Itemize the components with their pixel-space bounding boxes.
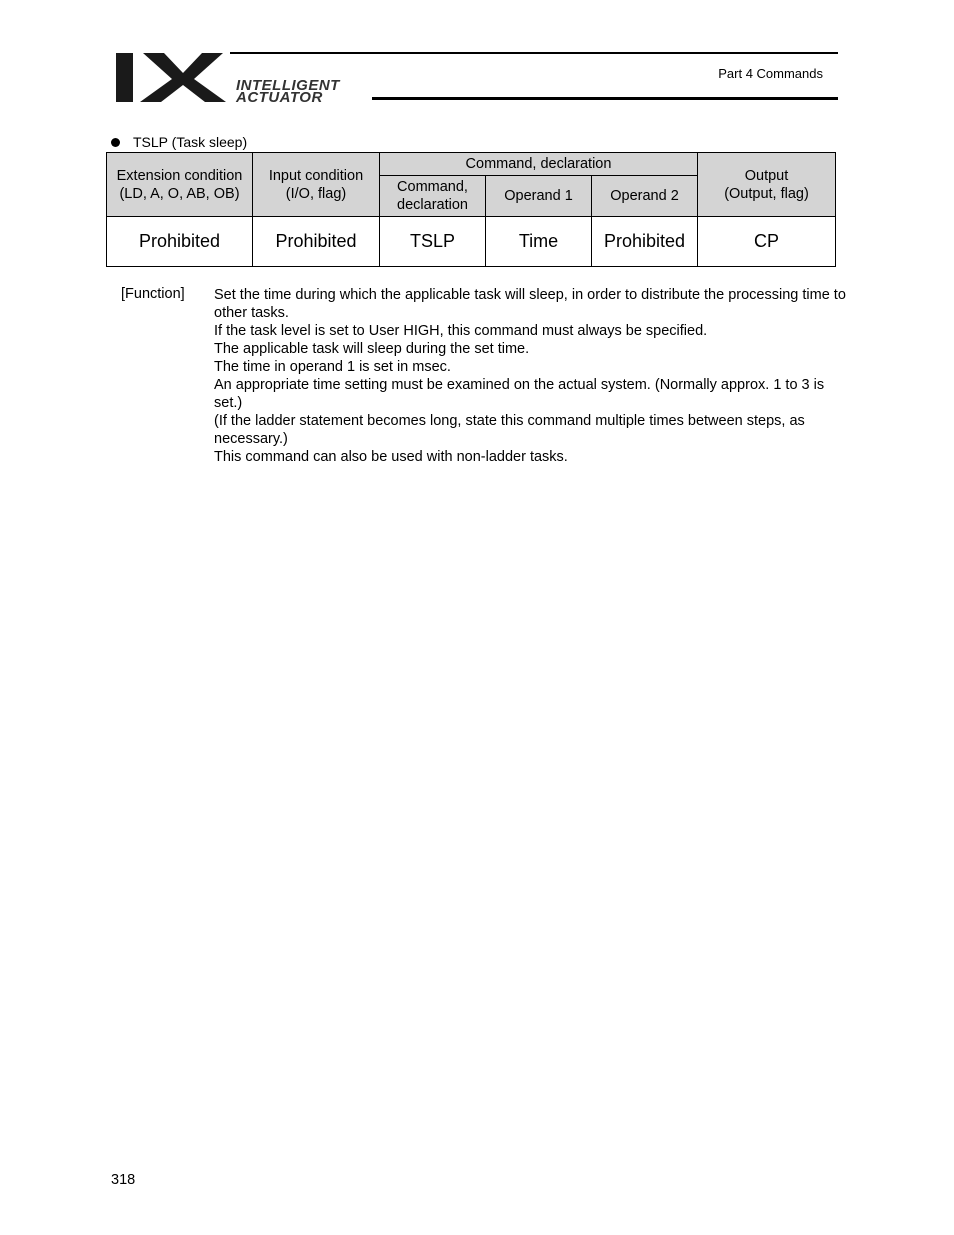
header-input-condition: Input condition (I/O, flag): [253, 153, 380, 217]
function-line: The applicable task will sleep during the set time.: [214, 341, 530, 357]
command-table: [106, 152, 836, 267]
header-operand-2: Operand 2: [592, 176, 698, 217]
header-rule-bottom: [372, 97, 838, 100]
header-output: Output (Output, flag): [698, 153, 836, 217]
function-line: If the task level is set to User HIGH, this command must always be specified.: [214, 323, 708, 339]
cell-operand-1: Time: [486, 217, 592, 267]
cell-output: CP: [698, 217, 836, 267]
header-extension-condition: Extension condition (LD, A, O, AB, OB): [107, 153, 253, 217]
cell-extension: Prohibited: [107, 217, 253, 267]
svg-text:INTELLIGENT: INTELLIGENT: [236, 77, 340, 94]
svg-text:ACTUATOR: ACTUATOR: [236, 89, 323, 103]
cell-command: TSLP: [380, 217, 486, 267]
function-line: (If the ladder statement becomes long, state this command multiple times between steps, as necessary.): [214, 413, 805, 447]
cell-input: Prohibited: [253, 217, 380, 267]
function-line: The time in operand 1 is set in msec.: [214, 359, 451, 375]
cell-operand-2: Prohibited: [592, 217, 698, 267]
page-number: 318: [111, 1172, 136, 1188]
bullet-icon: [111, 138, 120, 147]
command-heading: [111, 134, 247, 150]
function-line: An appropriate time setting must be examined on the actual system. (Normally approx. 1 to 3 is set.): [214, 377, 825, 411]
function-label: [Function]: [121, 286, 185, 302]
function-line: Set the time during which the applicable task will sleep, in order to distribute the processing time to other tasks.: [214, 287, 846, 321]
command-heading-text: TSLP (Task sleep): [133, 134, 248, 150]
table-row: [107, 217, 836, 267]
header-command-declaration: Command, declaration: [380, 176, 486, 217]
function-line: This command can also be used with non-ladder tasks.: [214, 449, 568, 465]
section-label: Part 4 Commands: [718, 66, 823, 81]
intelligent-actuator-logo: [116, 53, 398, 103]
header-rule-top: [230, 52, 838, 54]
header-operand-1: Operand 1: [486, 176, 592, 217]
header-command-group: Command, declaration: [380, 153, 698, 176]
function-description: [214, 286, 846, 466]
